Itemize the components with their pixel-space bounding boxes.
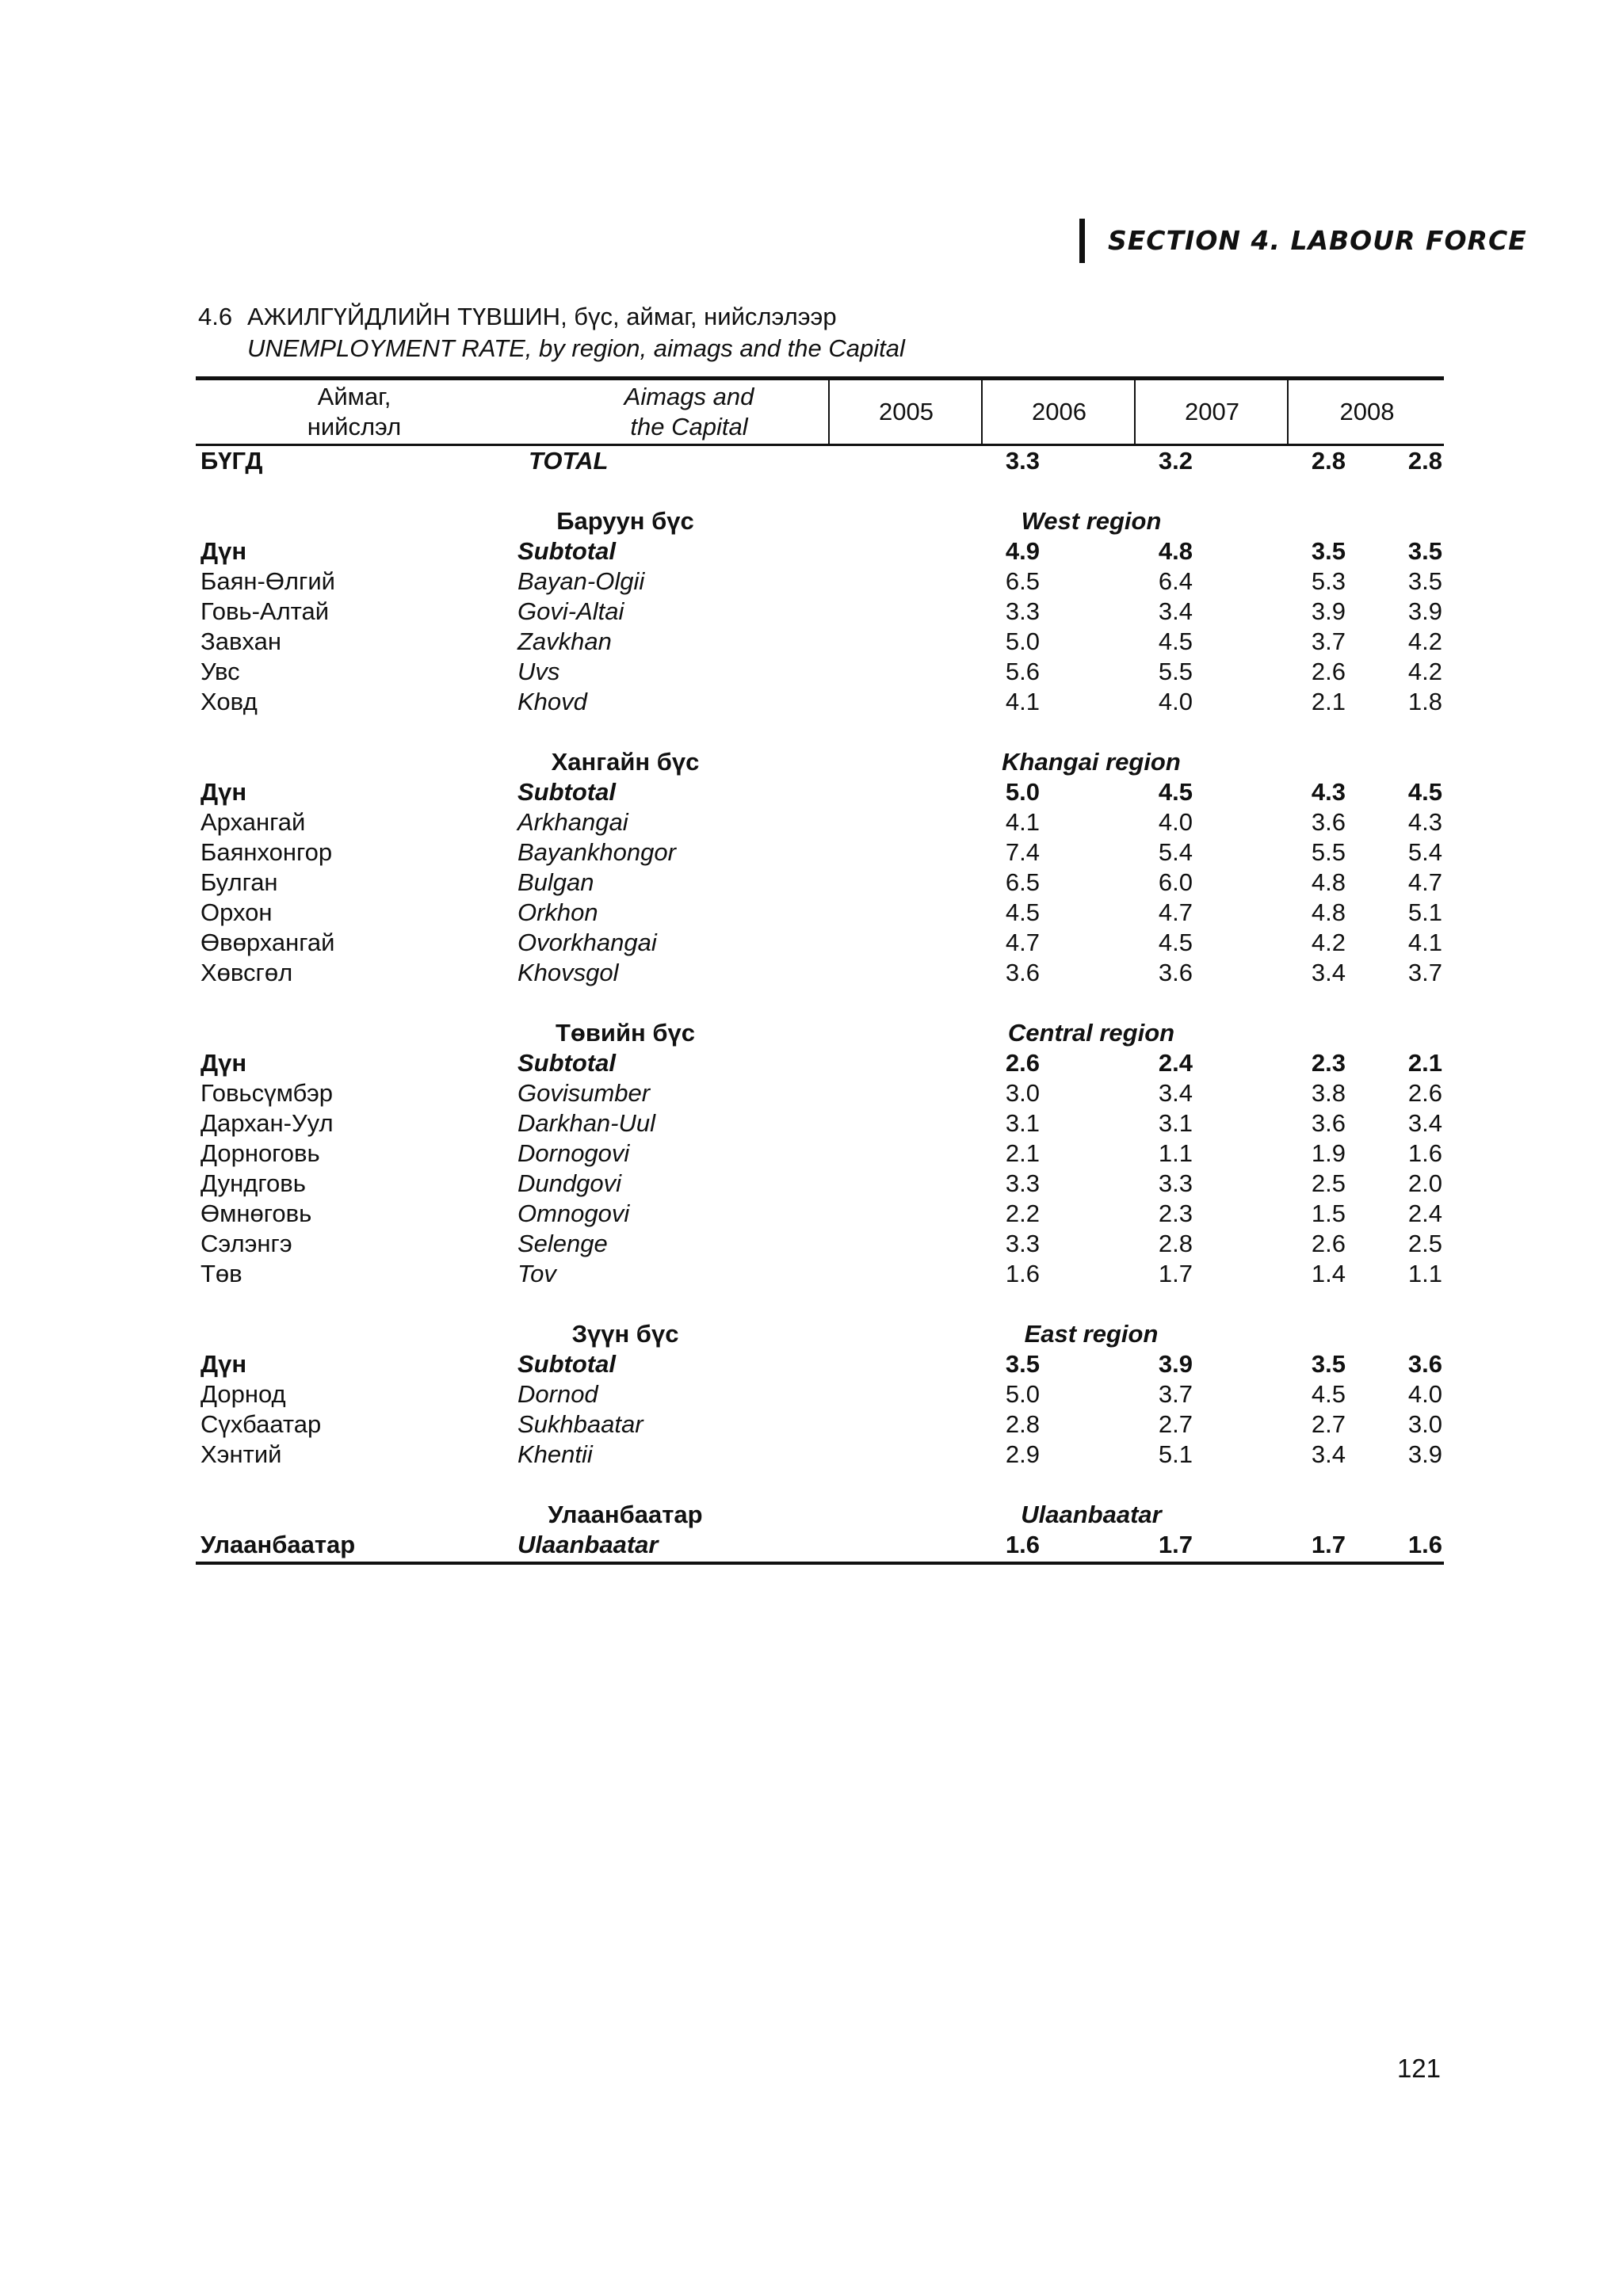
row-value-2008: 4.1: [1407, 929, 1442, 956]
row-value-2005: 3.3: [1005, 597, 1040, 625]
row-value-2005: 3.3: [1005, 447, 1040, 475]
region-name-mn: Баруун бүс: [556, 507, 694, 535]
table-row: [196, 1379, 1444, 1409]
table-row: [196, 868, 1444, 898]
row-label-en: Uvs: [517, 658, 560, 685]
row-value-2008: 1.8: [1407, 688, 1442, 715]
row-value-2007: 1.4: [1311, 1260, 1346, 1287]
region-heading: [196, 1018, 1444, 1048]
row-value-2008: 5.1: [1407, 898, 1442, 926]
section-header-bar: [1079, 219, 1085, 263]
row-value-2006: 5.5: [1158, 658, 1193, 685]
row-value-2005: 1.6: [1005, 1260, 1040, 1287]
table-title: [198, 301, 905, 364]
row-label-en: Bayankhongor: [517, 838, 676, 866]
table-row: [196, 837, 1444, 868]
region-name-en: Central region: [1007, 1019, 1175, 1047]
table-row: [196, 1138, 1444, 1169]
row-label-en: Subtotal: [517, 1049, 616, 1077]
region-name-en: West region: [1021, 507, 1162, 535]
row-label-en: Dornogovi: [517, 1139, 630, 1167]
table-row: [196, 566, 1444, 597]
row-value-2008: 5.4: [1407, 838, 1442, 866]
row-label-en: Orkhon: [517, 898, 598, 926]
row-label-en: Zavkhan: [517, 627, 612, 655]
row-value-2005: 5.0: [1005, 1380, 1040, 1408]
row-label-mn: Сэлэнгэ: [200, 1230, 292, 1257]
row-value-2006: 3.2: [1158, 447, 1193, 475]
header-year-2006: 2006: [981, 380, 1136, 444]
row-value-2008: 4.7: [1407, 868, 1442, 896]
row-value-2005: 5.0: [1005, 778, 1040, 806]
row-label-en: Ulaanbaatar: [517, 1531, 659, 1558]
table-row: [196, 597, 1444, 627]
row-value-2006: 1.7: [1158, 1531, 1193, 1558]
table-title-mn-line: [198, 301, 905, 333]
row-label-mn: Өвөрхангай: [200, 929, 335, 956]
row-label-mn: Орхон: [200, 898, 273, 926]
row-value-2006: 4.0: [1158, 808, 1193, 836]
row-label-mn: Дорнод: [200, 1380, 286, 1408]
row-value-2006: 1.7: [1158, 1260, 1193, 1287]
header-aimag-en-line1: Aimags and: [624, 383, 754, 410]
row-label-mn: Говь-Алтай: [200, 597, 330, 625]
row-value-2005: 4.5: [1005, 898, 1040, 926]
row-value-2005: 6.5: [1005, 567, 1040, 595]
capital-heading: [196, 1500, 1444, 1530]
table-row: [196, 627, 1444, 657]
row-value-2006: 6.4: [1158, 567, 1193, 595]
row-label-mn: Хөвсгөл: [200, 959, 293, 986]
row-value-2005: 4.1: [1005, 688, 1040, 715]
row-value-2008: 3.5: [1407, 567, 1442, 595]
row-value-2005: 5.0: [1005, 627, 1040, 655]
row-label-mn: Дүн: [200, 778, 247, 806]
row-label-mn: Архангай: [200, 808, 306, 836]
row-value-2008: 3.4: [1407, 1109, 1442, 1137]
row-value-2007: 3.4: [1311, 1440, 1346, 1468]
header-year-2008: 2008: [1287, 380, 1445, 444]
row-value-2006: 3.4: [1158, 1079, 1193, 1107]
row-label-mn: Сүхбаатар: [200, 1410, 322, 1438]
row-value-2005: 3.3: [1005, 1169, 1040, 1197]
row-value-2008: 1.1: [1407, 1260, 1442, 1287]
row-value-2007: 4.2: [1311, 929, 1346, 956]
row-value-2007: 1.7: [1311, 1531, 1346, 1558]
unemployment-table: [196, 376, 1444, 1565]
table-number: 4.6: [198, 303, 233, 330]
row-value-2005: 2.1: [1005, 1139, 1040, 1167]
row-value-2006: 5.1: [1158, 1440, 1193, 1468]
row-label-mn: Өмнөговь: [200, 1199, 312, 1227]
subtotal-row: [196, 1048, 1444, 1078]
table-title-en: UNEMPLOYMENT RATE, by region, aimags and the Capital: [247, 334, 905, 362]
row-label-en: Dundgovi: [517, 1169, 621, 1197]
row-value-2008: 1.6: [1407, 1531, 1442, 1558]
row-value-2007: 3.8: [1311, 1079, 1346, 1107]
row-value-2007: 2.6: [1311, 1230, 1346, 1257]
row-label-mn: Дүн: [200, 537, 247, 565]
row-label-mn: Булган: [200, 868, 278, 896]
row-value-2007: 3.6: [1311, 1109, 1346, 1137]
row-value-2005: 2.2: [1005, 1199, 1040, 1227]
row-value-2005: 3.3: [1005, 1230, 1040, 1257]
row-value-2008: 4.2: [1407, 627, 1442, 655]
row-label-en: Govi-Altai: [517, 597, 624, 625]
row-label-mn: Говьсүмбэр: [200, 1079, 334, 1107]
row-value-2008: 2.8: [1407, 447, 1442, 475]
row-label-en: TOTAL: [529, 447, 609, 475]
table-title-mn: АЖИЛГҮЙДЛИЙН ТҮВШИН, бүс, аймаг, нийслэлээр: [247, 303, 837, 330]
row-value-2006: 2.7: [1158, 1410, 1193, 1438]
header-year-2005: 2005: [828, 380, 983, 444]
table-row: [196, 1409, 1444, 1440]
table-row: [196, 1169, 1444, 1199]
row-value-2007: 2.3: [1311, 1049, 1346, 1077]
capital-row: [196, 1530, 1444, 1565]
table-row: [196, 898, 1444, 928]
row-value-2006: 4.5: [1158, 778, 1193, 806]
row-value-2006: 4.0: [1158, 688, 1193, 715]
row-label-en: Darkhan-Uul: [517, 1109, 656, 1137]
row-value-2006: 2.8: [1158, 1230, 1193, 1257]
row-value-2005: 3.5: [1005, 1350, 1040, 1378]
row-value-2008: 4.2: [1407, 658, 1442, 685]
row-label-mn: Төв: [200, 1260, 242, 1287]
row-value-2005: 1.6: [1005, 1531, 1040, 1558]
row-label-en: Omnogovi: [517, 1199, 630, 1227]
row-value-2005: 6.5: [1005, 868, 1040, 896]
row-value-2005: 3.6: [1005, 959, 1040, 986]
row-value-2007: 2.7: [1311, 1410, 1346, 1438]
row-label-en: Sukhbaatar: [517, 1410, 643, 1438]
row-value-2008: 3.9: [1407, 1440, 1442, 1468]
table-row: [196, 657, 1444, 687]
table-row: [196, 928, 1444, 958]
row-value-2006: 4.5: [1158, 627, 1193, 655]
row-label-en: Khovd: [517, 688, 587, 715]
row-value-2006: 3.1: [1158, 1109, 1193, 1137]
table-header: [196, 376, 1444, 446]
row-value-2007: 3.4: [1311, 959, 1346, 986]
row-value-2005: 2.8: [1005, 1410, 1040, 1438]
region-name-en: Khangai region: [1002, 748, 1181, 776]
row-label-mn: Дорноговь: [200, 1139, 320, 1167]
header-year-2007: 2007: [1134, 380, 1289, 444]
row-value-2006: 1.1: [1158, 1139, 1193, 1167]
row-label-en: Tov: [517, 1260, 556, 1287]
row-label-en: Khovsgol: [517, 959, 619, 986]
row-value-2006: 5.4: [1158, 838, 1193, 866]
header-aimag-en-line2: the Capital: [630, 413, 748, 441]
table-row: [196, 958, 1444, 988]
row-value-2005: 3.0: [1005, 1079, 1040, 1107]
row-value-2006: 2.3: [1158, 1199, 1193, 1227]
region-name-en: Ulaanbaatar: [1021, 1501, 1162, 1528]
row-value-2008: 2.5: [1407, 1230, 1442, 1257]
subtotal-row: [196, 536, 1444, 566]
row-value-2007: 2.6: [1311, 658, 1346, 685]
row-value-2006: 3.3: [1158, 1169, 1193, 1197]
table-row: [196, 807, 1444, 837]
subtotal-row: [196, 1349, 1444, 1379]
row-value-2008: 3.5: [1407, 537, 1442, 565]
row-label-mn: Хэнтий: [200, 1440, 282, 1468]
row-value-2006: 3.7: [1158, 1380, 1193, 1408]
row-value-2008: 2.6: [1407, 1079, 1442, 1107]
row-value-2005: 4.9: [1005, 537, 1040, 565]
table-row: [196, 1108, 1444, 1138]
row-label-en: Govisumber: [517, 1079, 651, 1107]
row-value-2005: 7.4: [1005, 838, 1040, 866]
table-row: [196, 1259, 1444, 1289]
row-label-mn: Баянхонгор: [200, 838, 333, 866]
row-label-mn: Дүн: [200, 1049, 247, 1077]
row-value-2008: 2.4: [1407, 1199, 1442, 1227]
row-label-mn: Дүн: [200, 1350, 247, 1378]
row-value-2005: 2.6: [1005, 1049, 1040, 1077]
row-value-2008: 3.9: [1407, 597, 1442, 625]
region-name-mn: Зүүн бүс: [571, 1320, 679, 1348]
row-value-2008: 1.6: [1407, 1139, 1442, 1167]
row-label-mn: Дархан-Уул: [200, 1109, 334, 1137]
row-label-en: Subtotal: [517, 1350, 616, 1378]
row-value-2007: 4.8: [1311, 868, 1346, 896]
region-name-mn: Төвийн бүс: [555, 1019, 695, 1047]
region-name-mn: Хангайн бүс: [551, 748, 700, 776]
row-value-2007: 4.3: [1311, 778, 1346, 806]
region-heading: [196, 1319, 1444, 1349]
row-value-2007: 1.9: [1311, 1139, 1346, 1167]
row-value-2008: 3.6: [1407, 1350, 1442, 1378]
table-row: [196, 1229, 1444, 1259]
table-row: [196, 687, 1444, 717]
row-value-2008: 3.7: [1407, 959, 1442, 986]
row-value-2006: 4.5: [1158, 929, 1193, 956]
header-aimag-mn: [196, 380, 513, 444]
total-row: [196, 446, 1444, 476]
row-value-2008: 4.3: [1407, 808, 1442, 836]
row-label-en: Selenge: [517, 1230, 608, 1257]
row-value-2006: 4.8: [1158, 537, 1193, 565]
row-value-2007: 3.5: [1311, 537, 1346, 565]
row-label-en: Dornod: [517, 1380, 598, 1408]
region-heading: [196, 747, 1444, 777]
row-label-en: Arkhangai: [517, 808, 628, 836]
row-value-2007: 3.9: [1311, 597, 1346, 625]
row-label-mn: Завхан: [200, 627, 281, 655]
row-label-en: Subtotal: [517, 778, 616, 806]
row-label-mn: Ховд: [200, 688, 258, 715]
row-value-2008: 4.5: [1407, 778, 1442, 806]
row-value-2005: 4.7: [1005, 929, 1040, 956]
row-label-en: Khentii: [517, 1440, 593, 1468]
row-value-2008: 2.1: [1407, 1049, 1442, 1077]
row-value-2007: 3.7: [1311, 627, 1346, 655]
subtotal-row: [196, 777, 1444, 807]
row-value-2007: 3.5: [1311, 1350, 1346, 1378]
table-row: [196, 1078, 1444, 1108]
row-label-en: Bulgan: [517, 868, 594, 896]
row-value-2005: 5.6: [1005, 658, 1040, 685]
row-value-2007: 2.1: [1311, 688, 1346, 715]
table-row: [196, 1440, 1444, 1470]
row-value-2005: 4.1: [1005, 808, 1040, 836]
row-value-2006: 2.4: [1158, 1049, 1193, 1077]
row-value-2006: 4.7: [1158, 898, 1193, 926]
row-value-2007: 4.8: [1311, 898, 1346, 926]
row-value-2008: 4.0: [1407, 1380, 1442, 1408]
row-label-mn: Баян-Өлгий: [200, 567, 335, 595]
row-value-2006: 3.9: [1158, 1350, 1193, 1378]
row-value-2007: 4.5: [1311, 1380, 1346, 1408]
row-value-2007: 1.5: [1311, 1199, 1346, 1227]
row-value-2006: 3.6: [1158, 959, 1193, 986]
header-aimag-mn-line1: Аймаг,: [317, 383, 391, 410]
page-number: 121: [1396, 2054, 1441, 2083]
row-label-en: Bayan-Olgii: [517, 567, 645, 595]
row-value-2005: 3.1: [1005, 1109, 1040, 1137]
row-value-2006: 3.4: [1158, 597, 1193, 625]
row-value-2007: 5.5: [1311, 838, 1346, 866]
region-heading: [196, 506, 1444, 536]
region-name-mn: Улаанбаатар: [548, 1501, 703, 1528]
row-label-mn: Увс: [200, 658, 240, 685]
row-label-mn: БҮГД: [200, 447, 263, 475]
row-label-mn: Дундговь: [200, 1169, 306, 1197]
row-value-2006: 6.0: [1158, 868, 1193, 896]
section-header-text: SECTION 4. LABOUR FORCE: [1108, 225, 1527, 256]
region-name-en: East region: [1024, 1320, 1159, 1348]
row-value-2007: 2.5: [1311, 1169, 1346, 1197]
row-value-2008: 2.0: [1407, 1169, 1442, 1197]
table-row: [196, 1199, 1444, 1229]
table-body: [196, 446, 1444, 1565]
row-value-2007: 5.3: [1311, 567, 1346, 595]
header-aimag-mn-line2: нийслэл: [307, 413, 402, 441]
row-label-en: Subtotal: [517, 537, 616, 565]
header-aimag-en: [513, 380, 865, 444]
row-value-2007: 2.8: [1311, 447, 1346, 475]
row-label-en: Ovorkhangai: [517, 929, 657, 956]
row-value-2005: 2.9: [1005, 1440, 1040, 1468]
row-label-mn: Улаанбаатар: [200, 1531, 356, 1558]
row-value-2007: 3.6: [1311, 808, 1346, 836]
row-value-2008: 3.0: [1407, 1410, 1442, 1438]
